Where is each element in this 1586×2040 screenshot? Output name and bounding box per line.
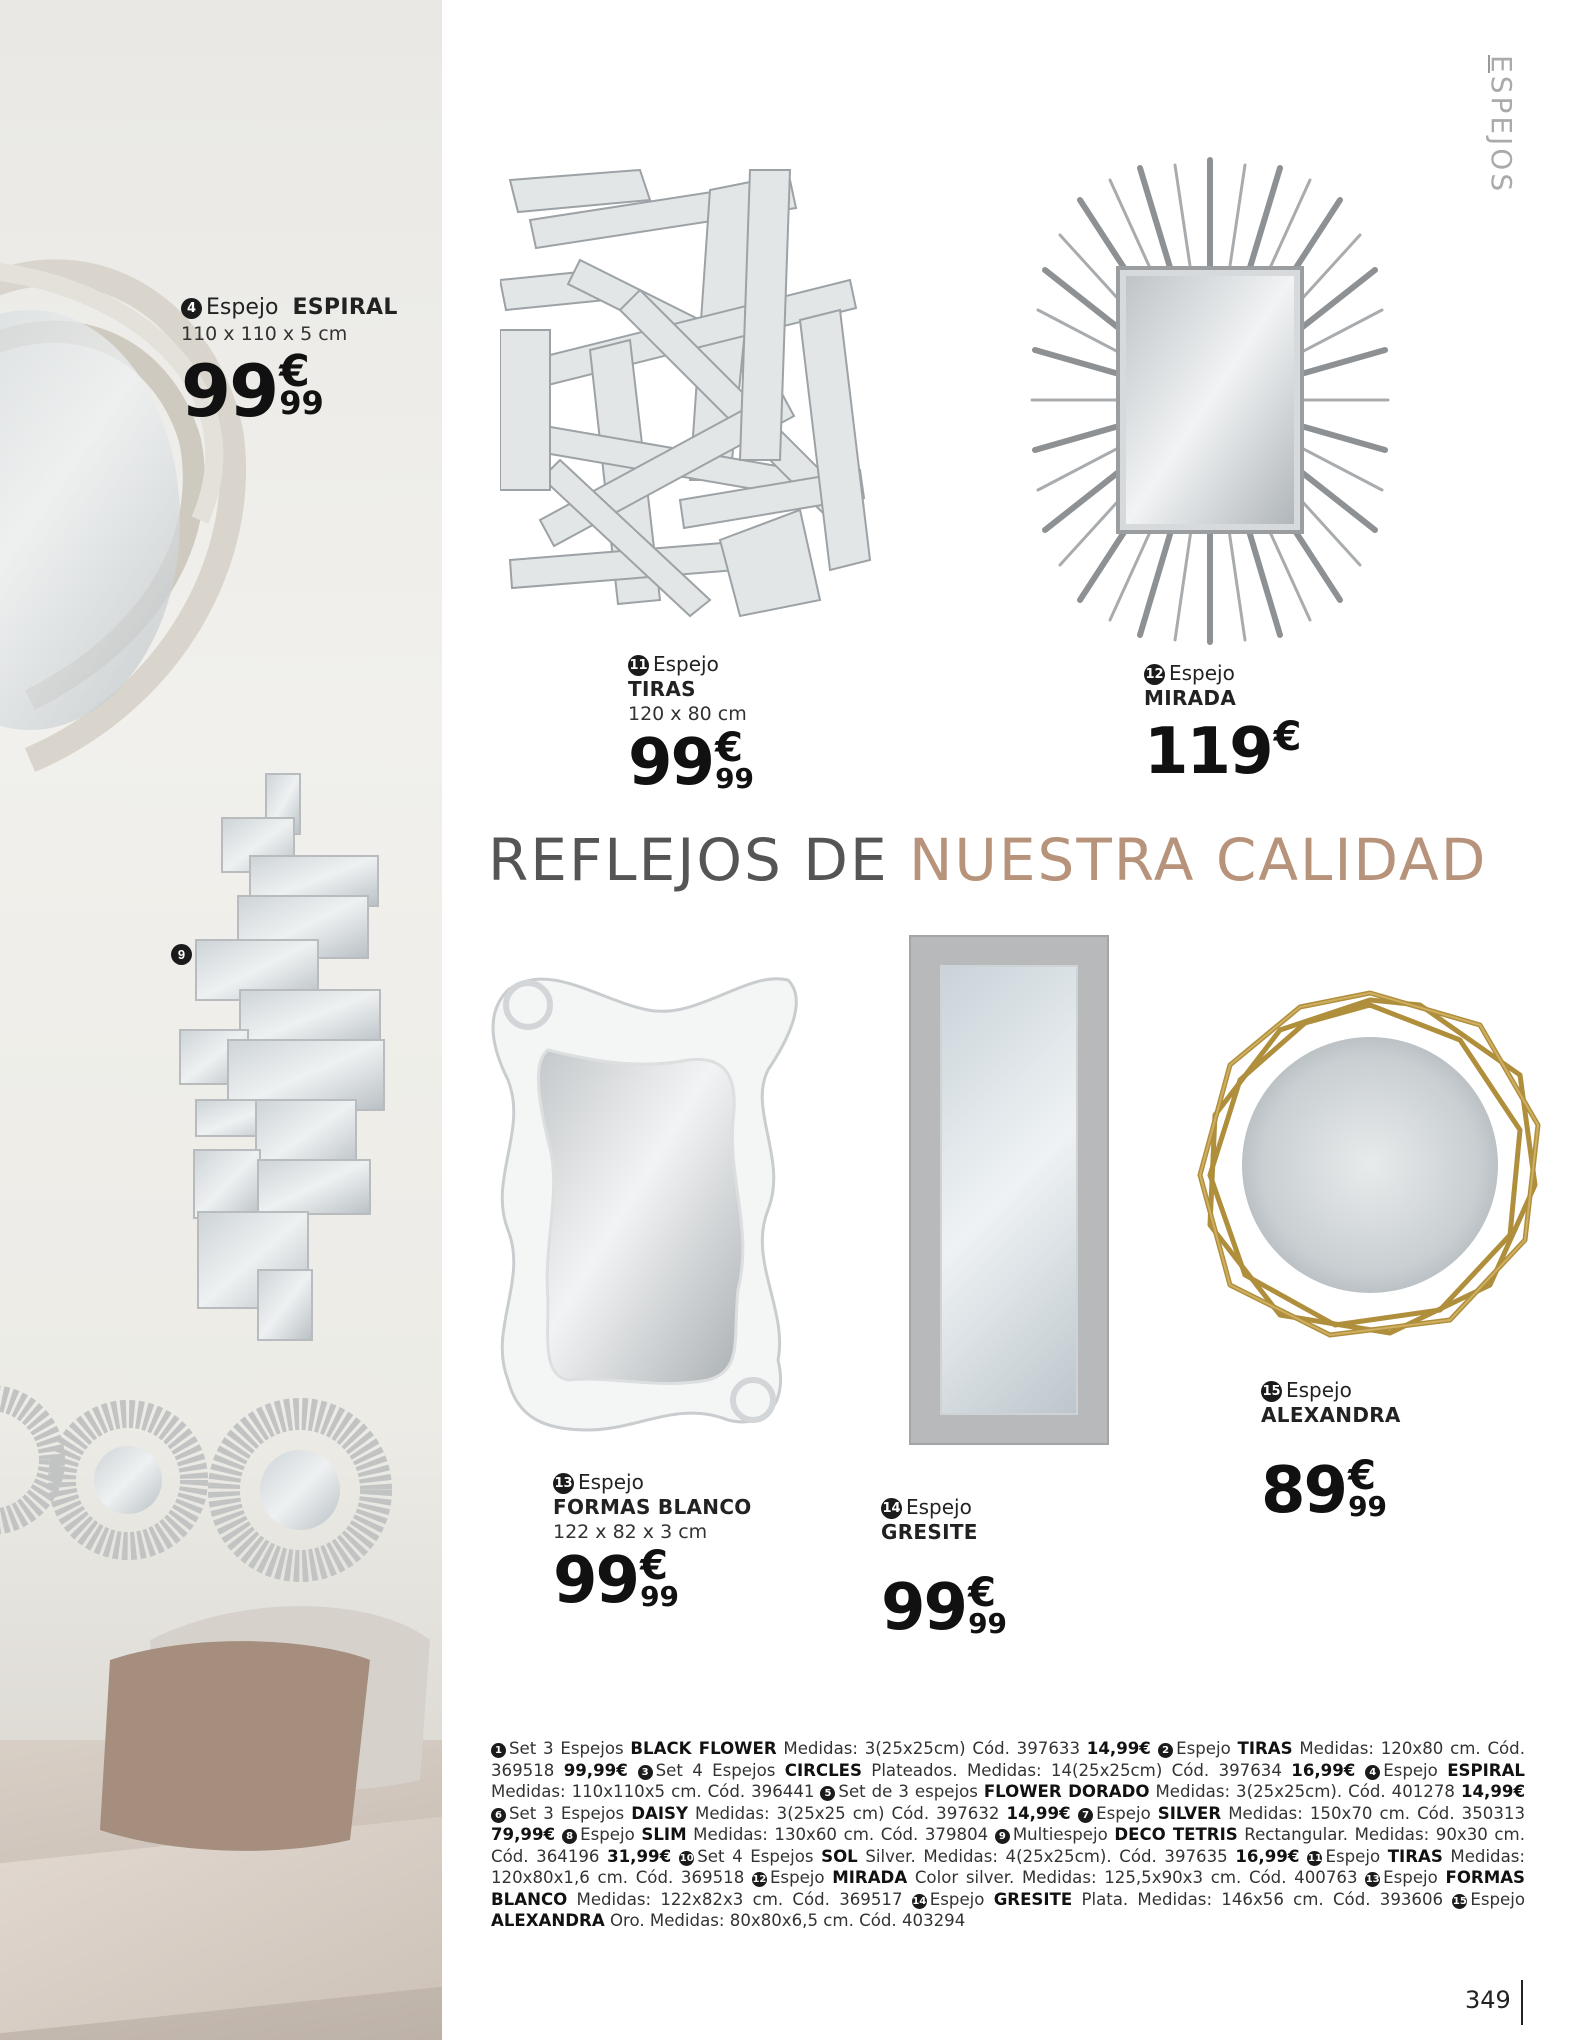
spec-price: 14,99€ bbox=[1006, 1803, 1079, 1823]
spec-desc: Oro. Medidas: 80x80x6,5 cm. Cód. 403294 bbox=[604, 1911, 966, 1930]
mirada-price-currency: € bbox=[1273, 714, 1302, 760]
spec-item bbox=[562, 1825, 995, 1844]
gresite-price-currency: € bbox=[968, 1570, 996, 1616]
gresite-number-badge: 14 bbox=[881, 1498, 902, 1519]
tiras-price-currency: € bbox=[715, 725, 743, 771]
tiras-price-int: 99 bbox=[628, 726, 714, 800]
mirada-name: MIRADA bbox=[1144, 686, 1237, 710]
headline bbox=[488, 826, 1487, 894]
alexandra-name: ALEXANDRA bbox=[1261, 1403, 1401, 1427]
spec-number-badge: 12 bbox=[752, 1874, 767, 1885]
spec-number-badge: 8 bbox=[562, 1829, 577, 1844]
tiras-price-dec bbox=[715, 725, 755, 795]
spec-number-badge: 1 bbox=[491, 1743, 506, 1758]
spec-prefix: Multiespejo bbox=[1012, 1825, 1115, 1844]
gresite-price-int: 99 bbox=[881, 1571, 967, 1645]
alexandra-prefix: Espejo bbox=[1286, 1378, 1352, 1402]
formas-price-int: 99 bbox=[553, 1544, 639, 1618]
spec-number-badge: 2 bbox=[1158, 1743, 1173, 1758]
tiras-name: TIRAS bbox=[628, 677, 696, 701]
formas-dims: 122 x 82 x 3 cm bbox=[553, 1521, 708, 1543]
gresite-label-line bbox=[881, 1495, 1007, 1520]
spec-name: ESPIRAL bbox=[1447, 1760, 1526, 1780]
spec-desc: Plateados. Medidas: 14(25x25cm) Cód. 397634 bbox=[861, 1760, 1292, 1780]
alexandra-price-currency: € bbox=[1348, 1453, 1376, 1499]
espiral-label-line bbox=[181, 294, 398, 322]
spec-prefix: Espejo bbox=[580, 1825, 642, 1844]
formas-number-badge: 13 bbox=[553, 1473, 574, 1494]
spec-name: FORMAS BLANCO bbox=[491, 1868, 1526, 1909]
sol-mirrors-photo bbox=[0, 1398, 376, 1566]
spec-name: SILVER bbox=[1157, 1803, 1222, 1823]
spec-name: CIRCLES bbox=[784, 1760, 862, 1780]
spec-prefix: Espejo bbox=[1176, 1739, 1238, 1758]
mirada-mirror-image bbox=[1030, 150, 1390, 650]
spec-number-badge: 3 bbox=[638, 1765, 653, 1780]
formas-price-cents: 99 bbox=[640, 1580, 680, 1613]
tiras-dims: 120 x 80 cm bbox=[628, 703, 747, 725]
headline-part2: NUESTRA CALIDAD bbox=[909, 826, 1488, 894]
spec-prefix: Espejo bbox=[929, 1889, 994, 1909]
gresite-price bbox=[881, 1570, 1008, 1645]
spec-number-badge: 6 bbox=[491, 1808, 506, 1823]
spec-prefix: Set 3 Espejos bbox=[509, 1803, 632, 1823]
spec-prefix: Set 4 Espejos bbox=[655, 1760, 785, 1780]
espiral-number-badge: 4 bbox=[181, 298, 202, 319]
espiral-label bbox=[181, 294, 398, 433]
espiral-price bbox=[181, 346, 398, 433]
spec-price: 14,99€ bbox=[1460, 1782, 1525, 1801]
spec-name: TIRAS bbox=[1387, 1846, 1443, 1866]
formas-price-dec bbox=[640, 1543, 680, 1613]
tiras-number-badge: 11 bbox=[628, 655, 649, 676]
spec-prefix: Espejo bbox=[1096, 1803, 1158, 1823]
spec-desc: Medidas: 150x70 cm. Cód. 350313 bbox=[1221, 1803, 1525, 1823]
mirada-label bbox=[1144, 661, 1302, 789]
formas-prefix: Espejo bbox=[578, 1470, 644, 1494]
gresite-price-cents: 99 bbox=[968, 1607, 1008, 1640]
tetris-number-badge: 9 bbox=[171, 944, 192, 965]
spec-number-badge: 5 bbox=[820, 1786, 835, 1801]
spec-desc: Medidas: 120x80x1,6 cm. Cód. 369518 bbox=[491, 1846, 1525, 1887]
spec-item bbox=[820, 1782, 1525, 1801]
mirada-prefix: Espejo bbox=[1169, 661, 1235, 685]
mirada-price-int: 119 bbox=[1144, 715, 1272, 789]
formas-price-currency: € bbox=[640, 1543, 668, 1589]
spec-item bbox=[491, 1739, 1158, 1758]
spec-desc: Medidas: 122x82x3 cm. Cód. 369517 bbox=[567, 1889, 912, 1909]
spec-price: 16,99€ bbox=[1291, 1760, 1366, 1780]
spec-name: BLACK FLOWER bbox=[630, 1739, 777, 1758]
alexandra-number-badge: 15 bbox=[1261, 1381, 1282, 1402]
tiras-price-cents: 99 bbox=[715, 762, 755, 795]
spec-prefix: Set de 3 espejos bbox=[838, 1782, 984, 1801]
headline-part1: REFLEJOS DE bbox=[488, 826, 910, 894]
alexandra-label-line bbox=[1261, 1378, 1401, 1403]
spec-name: GRESITE bbox=[993, 1889, 1073, 1909]
spec-prefix: Set 4 Espejos bbox=[697, 1846, 822, 1866]
espiral-price-currency: € bbox=[279, 346, 310, 397]
mirada-price bbox=[1144, 714, 1302, 789]
spec-name: MIRADA bbox=[832, 1868, 908, 1887]
mirada-number-badge: 12 bbox=[1144, 664, 1165, 685]
section-label-text: ESPEJOS bbox=[1485, 55, 1518, 195]
spec-number-badge: 4 bbox=[1365, 1765, 1380, 1780]
spec-number-badge: 9 bbox=[995, 1829, 1010, 1844]
espiral-prefix: Espejo bbox=[206, 295, 279, 320]
spec-name: SOL bbox=[821, 1846, 858, 1866]
alexandra-price bbox=[1261, 1453, 1401, 1528]
gresite-mirror-image bbox=[909, 935, 1109, 1445]
espiral-name: ESPIRAL bbox=[292, 295, 398, 320]
spec-item bbox=[638, 1761, 1366, 1780]
espiral-dims: 110 x 110 x 5 cm bbox=[181, 323, 348, 345]
specs-paragraph bbox=[491, 1738, 1525, 1932]
spec-number-badge: 10 bbox=[679, 1852, 694, 1864]
spec-name: DECO TETRIS bbox=[1114, 1825, 1238, 1844]
formas-blanco-mirror-image bbox=[488, 960, 808, 1440]
tiras-prefix: Espejo bbox=[653, 652, 719, 676]
spec-prefix: Espejo bbox=[1470, 1889, 1525, 1909]
formas-label-line bbox=[553, 1470, 752, 1495]
espiral-price-dec bbox=[279, 346, 324, 422]
spec-price: 14,99€ bbox=[1086, 1739, 1159, 1758]
section-label bbox=[1485, 55, 1518, 215]
alexandra-price-int: 89 bbox=[1261, 1454, 1347, 1528]
espiral-price-cents: 99 bbox=[279, 384, 324, 422]
spec-name: ALEXANDRA bbox=[491, 1911, 605, 1930]
alexandra-price-cents: 99 bbox=[1348, 1490, 1388, 1523]
gresite-price-dec bbox=[968, 1570, 1008, 1640]
spec-item bbox=[752, 1868, 1365, 1887]
spec-prefix: Espejo bbox=[1383, 1868, 1446, 1887]
spec-desc: Color silver. Medidas: 125,5x90x3 cm. Cód. 400763 bbox=[907, 1868, 1366, 1887]
spec-desc: Medidas: 3(25x25cm) Cód. 397633 bbox=[776, 1739, 1087, 1758]
page-number-bar bbox=[1521, 1980, 1523, 2025]
alexandra-price-dec bbox=[1348, 1453, 1388, 1523]
spec-name: SLIM bbox=[641, 1825, 687, 1844]
alexandra-label bbox=[1261, 1378, 1401, 1528]
spec-number-badge: 15 bbox=[1452, 1895, 1467, 1907]
tiras-price bbox=[628, 725, 755, 800]
tiras-mirror-image bbox=[500, 160, 880, 620]
spec-desc: Medidas: 110x110x5 cm. Cód. 396441 bbox=[491, 1782, 821, 1801]
formas-price bbox=[553, 1543, 752, 1618]
spec-desc: Plata. Medidas: 146x56 cm. Cód. 393606 bbox=[1072, 1889, 1453, 1909]
gresite-label bbox=[881, 1495, 1008, 1645]
gresite-prefix: Espejo bbox=[906, 1495, 972, 1519]
page-number: 349 bbox=[1465, 1986, 1511, 2014]
formas-label bbox=[553, 1470, 752, 1618]
spec-prefix: Espejo bbox=[1325, 1846, 1388, 1866]
spec-number-badge: 7 bbox=[1078, 1808, 1093, 1823]
alexandra-mirror-image bbox=[1190, 985, 1550, 1345]
spec-desc: Silver. Medidas: 4(25x25cm). Cód. 397635 bbox=[857, 1846, 1236, 1866]
tiras-label-line bbox=[628, 652, 754, 677]
spec-number-badge: 11 bbox=[1308, 1852, 1322, 1864]
tetris-mirror-photo bbox=[180, 774, 384, 1340]
spec-item bbox=[912, 1890, 1453, 1909]
spec-number-badge: 13 bbox=[1365, 1874, 1380, 1885]
spec-name: TIRAS bbox=[1237, 1739, 1293, 1758]
spec-price: 16,99€ bbox=[1235, 1846, 1308, 1866]
spec-name: FLOWER DORADO bbox=[983, 1782, 1150, 1801]
spec-name: DAISY bbox=[631, 1803, 688, 1823]
spec-desc: Medidas: 130x60 cm. Cód. 379804 bbox=[686, 1825, 995, 1844]
spec-item bbox=[491, 1804, 1078, 1823]
spec-desc: Medidas: 3(25x25 cm) Cód. 397632 bbox=[687, 1803, 1007, 1823]
spec-prefix: Set 3 Espejos bbox=[509, 1739, 631, 1758]
spec-prefix: Espejo bbox=[1383, 1760, 1448, 1780]
spec-item bbox=[679, 1847, 1307, 1866]
spec-prefix: Espejo bbox=[769, 1868, 833, 1887]
tiras-label bbox=[628, 652, 755, 800]
cushions-photo bbox=[100, 1606, 430, 1851]
espiral-price-int: 99 bbox=[181, 349, 278, 433]
spec-desc: Medidas: 120x80 cm. Cód. 369518 bbox=[491, 1739, 1525, 1780]
spec-desc: Rectangular. Medidas: 90x30 cm. Cód. 364196 bbox=[491, 1825, 1525, 1866]
mirada-price-dec bbox=[1273, 714, 1302, 760]
gresite-name: GRESITE bbox=[881, 1520, 978, 1544]
mirada-label-line bbox=[1144, 661, 1301, 686]
spec-desc: Medidas: 3(25x25cm). Cód. 401278 bbox=[1149, 1782, 1461, 1801]
formas-name: FORMAS BLANCO bbox=[553, 1495, 752, 1519]
spec-price: 79,99€ bbox=[491, 1825, 563, 1844]
spec-number-badge: 14 bbox=[912, 1895, 927, 1907]
gresite-glass bbox=[940, 965, 1078, 1415]
spec-price: 31,99€ bbox=[607, 1846, 680, 1866]
spec-price: 99,99€ bbox=[563, 1760, 638, 1780]
